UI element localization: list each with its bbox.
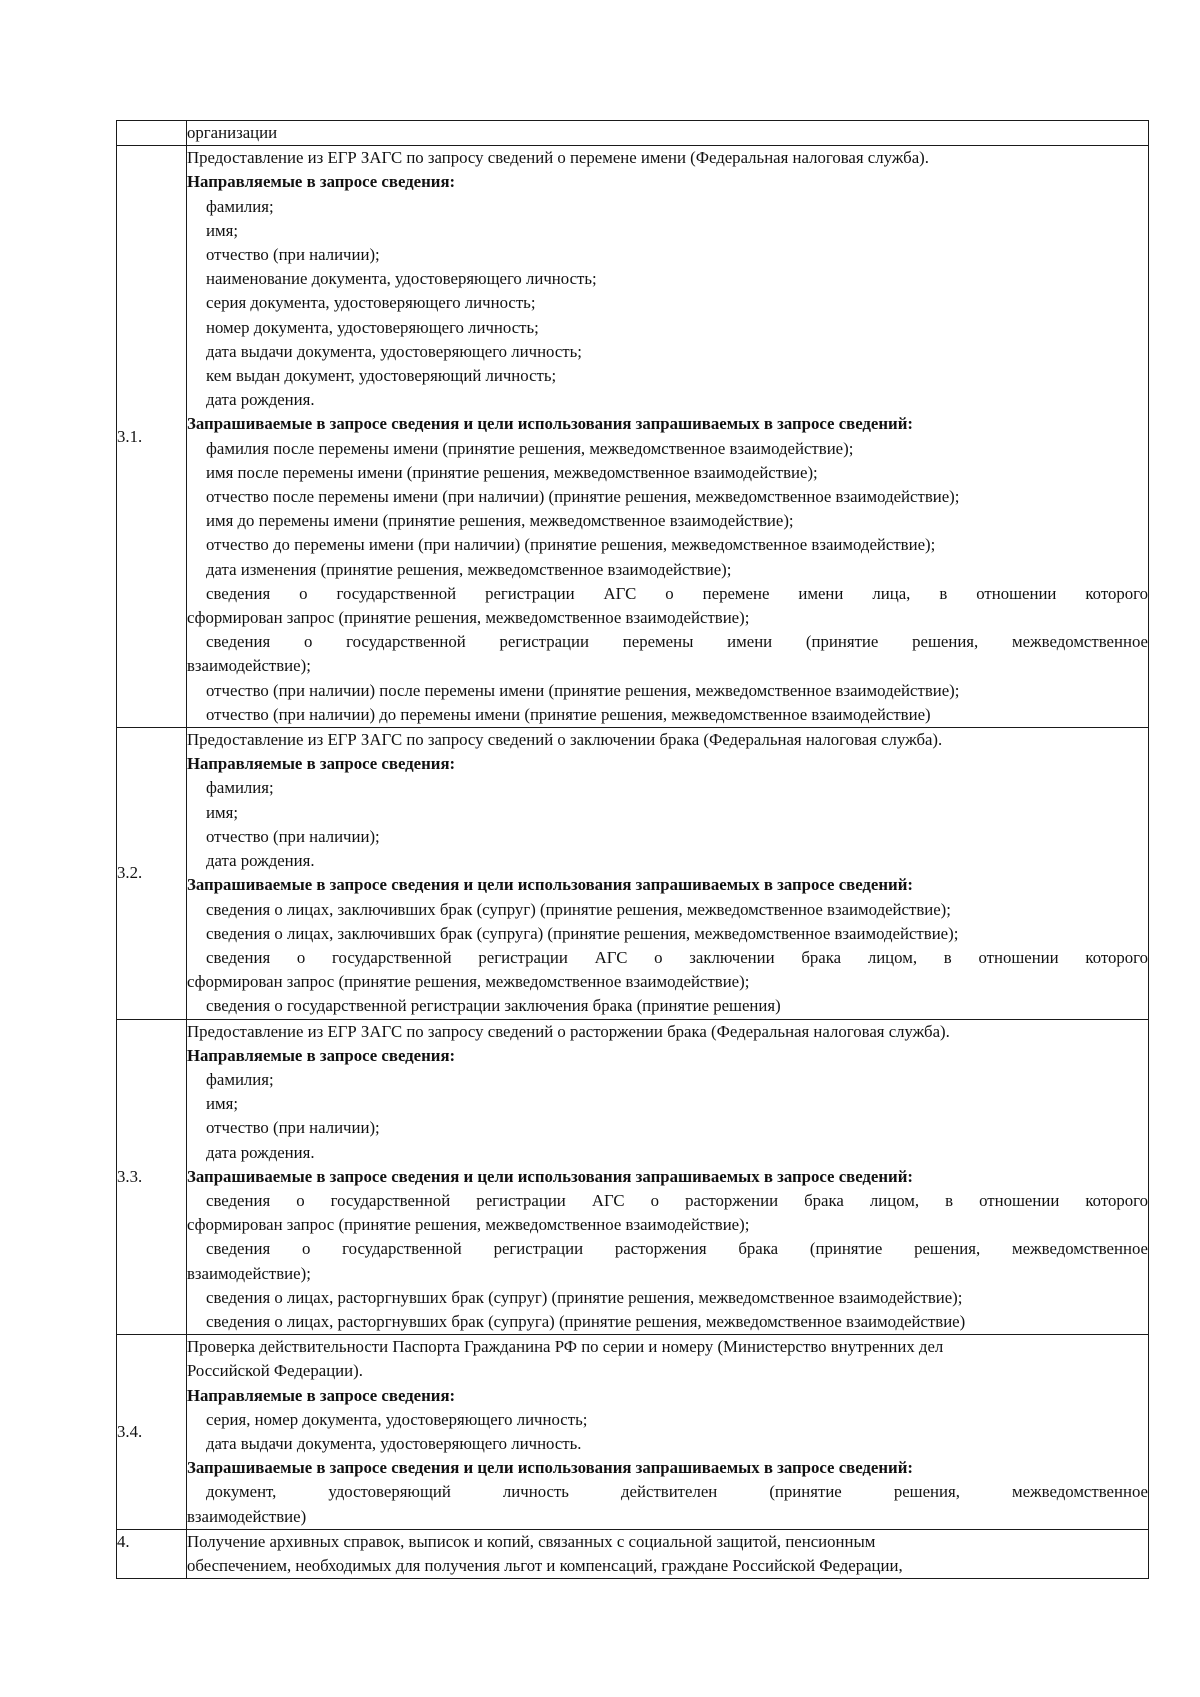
list-item-continuation: сформирован запрос (принятие решения, межведомственное взаимодействие);	[187, 972, 750, 992]
sent-data-header: Направляемые в запросе сведения:	[187, 754, 456, 774]
list-item: номер документа, удостоверяющего личность;	[206, 317, 539, 337]
list-item: дата изменения (принятие решения, межведомственное взаимодействие);	[206, 559, 732, 579]
list-item: дата выдачи документа, удостоверяющего личность;	[206, 341, 582, 361]
services-table	[116, 120, 1149, 1579]
list-item: отчество (при наличии);	[206, 826, 380, 846]
list-item: серия документа, удостоверяющего личность;	[206, 293, 536, 313]
row-number: 3.4.	[117, 1335, 187, 1530]
list-item: сведения о лицах, заключивших брак (супруга) (принятие решения, межведомственное взаимодействие);	[206, 923, 959, 943]
service-title-continuation: обеспечением, необходимых для получения льгот и компенсаций, граждане Российской Федерации,	[187, 1555, 903, 1575]
list-item-continuation: сформирован запрос (принятие решения, межведомственное взаимодействие);	[187, 608, 750, 628]
list-item: фамилия;	[206, 196, 274, 216]
list-item: имя;	[206, 1094, 238, 1114]
list-item: отчество до перемены имени (при наличии) (принятие решения, межведомственное взаимодействие);	[206, 535, 936, 555]
sent-data-header: Направляемые в запросе сведения:	[187, 1385, 456, 1405]
list-item: сведения о государственной регистрации перемены имени (принятие решения, межведомственное	[206, 632, 1148, 652]
row-number-cell	[117, 121, 187, 146]
list-item: сведения о лицах, расторгнувших брак (супруга) (принятие решения, межведомственное взаимодействие)	[206, 1311, 966, 1331]
list-item-continuation: взаимодействие);	[187, 656, 311, 676]
list-item: сведения о государственной регистрации заключения брака (принятие решения)	[206, 996, 781, 1016]
row-number: 3.3.	[117, 1019, 187, 1335]
table-row	[117, 1335, 1149, 1530]
list-item: сведения о государственной регистрации АГС о заключении брака лицом, в отношении которого	[206, 947, 1148, 967]
requested-data-header: Запрашиваемые в запросе сведения и цели использования запрашиваемых в запросе сведений:	[187, 414, 913, 434]
list-item: фамилия;	[206, 1069, 274, 1089]
requested-data-header: Запрашиваемые в запросе сведения и цели использования запрашиваемых в запросе сведений:	[187, 1458, 913, 1478]
table-row	[117, 1529, 1149, 1578]
table-row	[117, 1019, 1149, 1335]
list-item: отчество после перемены имени (при наличии) (принятие решения, межведомственное взаимодействие);	[206, 487, 960, 507]
list-item: имя;	[206, 220, 238, 240]
list-item: дата выдачи документа, удостоверяющего личность.	[206, 1433, 582, 1453]
row-content-cell	[187, 121, 1149, 146]
table-row	[117, 146, 1149, 728]
list-item: сведения о государственной регистрации расторжения брака (принятие решения, межведомственное	[206, 1239, 1148, 1259]
row-content-cell	[187, 1019, 1149, 1335]
list-item: кем выдан документ, удостоверяющий личность;	[206, 366, 557, 386]
row-number: 3.1.	[117, 146, 187, 728]
continuation-text: организации	[187, 123, 278, 142]
list-item: сведения о государственной регистрации АГС о перемене имени лица, в отношении которого	[206, 583, 1148, 603]
list-item: серия, номер документа, удостоверяющего личность;	[206, 1409, 588, 1429]
list-item: отчество (при наличии) после перемены имени (принятие решения, межведомственное взаимодействие);	[206, 680, 960, 700]
sent-data-header: Направляемые в запросе сведения:	[187, 1045, 456, 1065]
row-content-cell	[187, 146, 1149, 728]
service-title: Предоставление из ЕГР ЗАГС по запросу сведений о расторжении брака (Федеральная налоговая служба).	[187, 1021, 950, 1041]
row-content-cell	[187, 1529, 1149, 1578]
list-item: имя после перемены имени (принятие решения, межведомственное взаимодействие);	[206, 462, 818, 482]
row-content-cell	[187, 1335, 1149, 1530]
list-item: фамилия;	[206, 778, 274, 798]
list-item-continuation: взаимодействие);	[187, 1263, 311, 1283]
list-item: наименование документа, удостоверяющего личность;	[206, 269, 597, 289]
list-item: документ, удостоверяющий личность действителен (принятие решения, межведомственное	[206, 1482, 1148, 1502]
service-title: Получение архивных справок, выписок и копий, связанных с социальной защитой, пенсионным	[187, 1531, 876, 1551]
list-item-continuation: взаимодействие)	[187, 1506, 307, 1526]
service-title: Предоставление из ЕГР ЗАГС по запросу сведений о заключении брака (Федеральная налоговая служба).	[187, 730, 943, 750]
service-title-continuation: Российской Федерации).	[187, 1361, 363, 1381]
list-item: сведения о лицах, заключивших брак (супруг) (принятие решения, межведомственное взаимодействие);	[206, 899, 951, 919]
list-item-continuation: сформирован запрос (принятие решения, межведомственное взаимодействие);	[187, 1215, 750, 1235]
table-row	[117, 121, 1149, 146]
service-title: Проверка действительности Паспорта Гражданина РФ по серии и номеру (Министерство внутренних дел	[187, 1337, 944, 1357]
list-item: фамилия после перемены имени (принятие решения, межведомственное взаимодействие);	[206, 438, 854, 458]
list-item: дата рождения.	[206, 851, 315, 871]
list-item: отчество (при наличии) до перемены имени (принятие решения, межведомственное взаимодействие)	[206, 704, 931, 724]
row-number: 4.	[117, 1529, 187, 1578]
list-item: отчество (при наличии);	[206, 1118, 380, 1138]
list-item: имя до перемены имени (принятие решения, межведомственное взаимодействие);	[206, 511, 794, 531]
requested-data-header: Запрашиваемые в запросе сведения и цели использования запрашиваемых в запросе сведений:	[187, 875, 913, 895]
list-item: дата рождения.	[206, 1142, 315, 1162]
row-content-cell	[187, 728, 1149, 1019]
requested-data-header: Запрашиваемые в запросе сведения и цели использования запрашиваемых в запросе сведений:	[187, 1166, 913, 1186]
table-row	[117, 728, 1149, 1019]
list-item: сведения о лицах, расторгнувших брак (супруг) (принятие решения, межведомственное взаимодействие);	[206, 1287, 963, 1307]
service-title: Предоставление из ЕГР ЗАГС по запросу сведений о перемене имени (Федеральная налоговая служба).	[187, 148, 929, 168]
list-item: отчество (при наличии);	[206, 245, 380, 265]
list-item: сведения о государственной регистрации АГС о расторжении брака лицом, в отношении которого	[206, 1190, 1148, 1210]
list-item: имя;	[206, 802, 238, 822]
list-item: дата рождения.	[206, 390, 315, 410]
row-number: 3.2.	[117, 728, 187, 1019]
sent-data-header: Направляемые в запросе сведения:	[187, 172, 456, 192]
